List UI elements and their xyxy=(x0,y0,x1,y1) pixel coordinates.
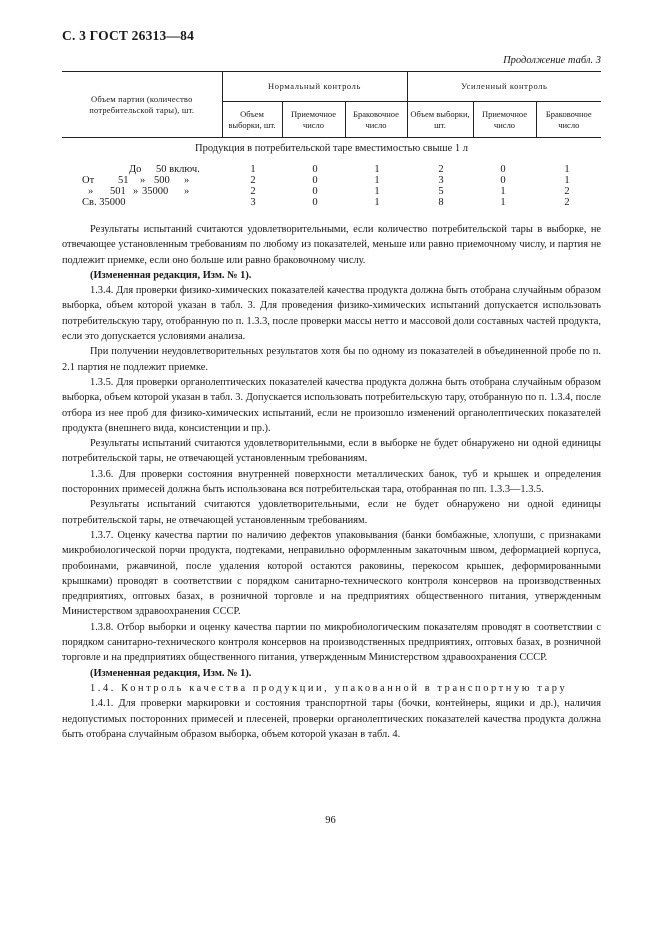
cell-tight-accept: 1 xyxy=(500,186,506,197)
row-to-mark: » xyxy=(184,175,190,186)
paragraph: 1.3.7. Оценку качества партии по наличию дефектов упаковывания (банки бомбажные, хлопуши, с признаками микробиологической порчи продукта, подтеками, неправильно оформленным закаточным швом, деформацией корпуса, пробоинами, ржавчиной, после удаления которой остаются раковины, перекосом крышек, деформированными крышками) проводят в соответствии с порядком санитарно-технического контроля консервов на производственных предприятиях, оптовых базах, в розничной торговле и на предприятиях общественного питания, утвержденным Министерством здравоохранения СССР. xyxy=(62,529,601,618)
row-from-mark: » xyxy=(133,186,139,197)
table-section-caption: Продукция в потребительской таре вместимостью свыше 1 л xyxy=(194,143,468,154)
paragraph: Результаты испытаний считаются удовлетворительными, если в выборке не будет обнаружено ни одной единицы потребительской тары, не отвечающей установленным требованиям. xyxy=(62,438,601,465)
cell-normal-reject: 1 xyxy=(374,197,380,208)
paragraph: 1.3.5. Для проверки органолептических показателей качества продукта должна быть отобрана случайным образом выборка, объем которой указан в табл. 3. Допускается использовать потребительскую тару, отобранную по п. 1.3.4, после отбора из нее проб для физико-химических испытаний, если не произошло изменений органолептических показателей продукта (внешнего вида, консистенции и пр.). xyxy=(62,376,601,434)
document-header-title: С. 3 ГОСТ 26313—84 xyxy=(62,28,195,43)
row-prefix: От xyxy=(82,175,95,186)
row-prefix: » xyxy=(88,186,94,197)
row-to: 50 включ. xyxy=(156,164,200,175)
paragraph: 1.4.1. Для проверки маркировки и состояния транспортной тары (бочки, контейнеры, ящики и др.), наличия недопустимых посторонних примесей и плесеней, проверки органолептических показателей качества продукта должна быть отобрана случайным образом выборка, объем которой указан в табл. 4. xyxy=(62,698,601,740)
cell-normal-accept: 0 xyxy=(312,197,318,208)
cell-normal-sample: 2 xyxy=(250,186,256,197)
paragraph: При получении неудовлетворительных результатов хотя бы по одному из показателей в объединенной пробе по п. 2.1 партия не подлежит приемке. xyxy=(62,346,601,373)
cell-tight-accept: 1 xyxy=(500,197,506,208)
section-heading: 1.4. Контроль качества продукции, упакованной в транспортную тару xyxy=(90,682,568,694)
cell-normal-sample: 1 xyxy=(250,164,256,175)
cell-normal-reject: 1 xyxy=(374,175,380,186)
paragraph: 1.3.6. Для проверки состояния внутренней поверхности металлических банок, туб и крышек и определения посторонних примесей должна быть использована вся потребительская тара, отобранная по пп. 1.3.3—1.3.5. xyxy=(62,468,601,496)
cell-tight-reject: 1 xyxy=(564,175,570,186)
row-from: 51 xyxy=(118,175,129,186)
cell-tight-sample: 8 xyxy=(438,197,444,208)
cell-normal-sample: 3 xyxy=(250,197,256,208)
header-tight-accept: Приемочное число xyxy=(473,102,536,138)
cell-tight-sample: 5 xyxy=(438,186,444,197)
cell-tight-sample: 3 xyxy=(438,175,444,186)
table-continuation-label: Продолжение табл. 3 xyxy=(503,55,601,66)
cell-tight-sample: 2 xyxy=(438,164,444,175)
paragraph: 1.3.8. Отбор выборки и оценку качества партии по микробиологическим показателям проводят в соответствии с порядком санитарно-технического контроля консервов на производственных предприятиях, оптовых базах, в розничной торговле и на предприятиях общественного питания, утвержденным Министерством здравоохранения СССР. xyxy=(62,621,601,664)
amendment-note: (Измененная редакция, Изм. № 1). xyxy=(90,667,252,679)
row-to-mark: » xyxy=(184,186,190,197)
cell-tight-accept: 0 xyxy=(500,164,506,175)
row-to: 35000 xyxy=(142,186,169,197)
amendment-note: (Измененная редакция, Изм. № 1). xyxy=(90,269,252,281)
header-normal-control: Нормальный контроль xyxy=(222,72,407,102)
header-normal-accept: Приемочное число xyxy=(282,102,345,138)
header-tight-control: Усиленный контроль xyxy=(407,72,601,102)
row-from: До xyxy=(129,164,142,175)
cell-normal-sample: 2 xyxy=(250,175,256,186)
paragraph: Результаты испытаний считаются удовлетворительными, если количество потребительской тары в выборке, не отвечающее установленным требованиям по любому из показателей, меньше или равно приемочному числу, и партия не подлежит приемке, если оно больше или равно браковочному числу. xyxy=(62,224,601,266)
cell-tight-reject: 2 xyxy=(564,186,570,197)
row-to: 500 xyxy=(154,175,170,186)
cell-normal-accept: 0 xyxy=(312,164,318,175)
header-normal-reject: Браковочное число xyxy=(345,102,407,138)
row-from: 501 xyxy=(110,186,126,197)
paragraph: Результаты испытаний считаются удовлетворительными, если не будет обнаружено ни одной единицы потребительской тары, не отвечающей установленным требованиям. xyxy=(62,499,601,526)
cell-tight-reject: 2 xyxy=(564,197,570,208)
document-body xyxy=(62,222,601,742)
page-number: 96 xyxy=(325,815,336,826)
cell-tight-accept: 0 xyxy=(500,175,506,186)
table-row xyxy=(0,197,661,209)
cell-normal-accept: 0 xyxy=(312,175,318,186)
cell-tight-reject: 1 xyxy=(564,164,570,175)
header-normal-sample-size: Объем выборки, шт. xyxy=(222,102,282,138)
header-lot-size: Объем партии (количество потребительской тары), шт. xyxy=(62,72,222,138)
header-tight-sample-size: Объем выборки, шт. xyxy=(407,102,473,138)
cell-normal-reject: 1 xyxy=(374,164,380,175)
row-from-mark: » xyxy=(140,175,146,186)
cell-normal-reject: 1 xyxy=(374,186,380,197)
row-prefix: Св. 35000 xyxy=(82,197,126,208)
cell-normal-accept: 0 xyxy=(312,186,318,197)
header-tight-reject: Браковочное число xyxy=(536,102,601,138)
paragraph: 1.3.4. Для проверки физико-химических показателей качества продукта должна быть отобрана случайным образом выборка, объем которой указан в табл. 3. Для проведения физико-химических испытаний допускается использовать потребительскую тару, отобранную по п. 1.3.3, после проверки массы нетто и массовой доли составных частей продукта, если это допускается условиями анализа. xyxy=(62,285,601,343)
inspection-table xyxy=(62,71,601,138)
